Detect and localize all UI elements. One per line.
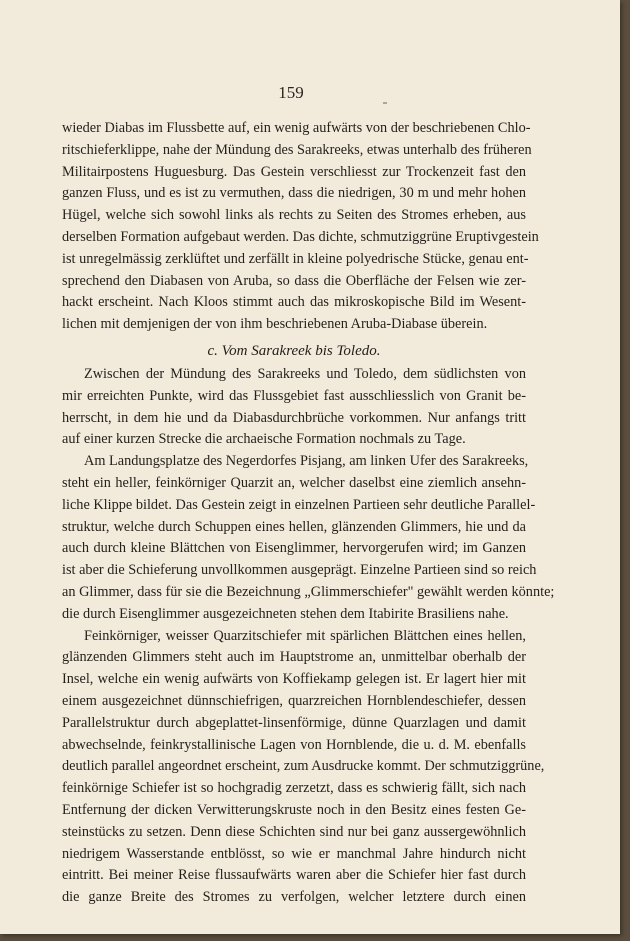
text-line: liche Klippe bildet. Das Gestein zeigt in einzelnen Partieen sehr deutliche Parallel-	[62, 496, 536, 513]
text-line: Feinkörniger, weisser Quarzitschiefer mit spärlichen Blättchen eines hellen,	[84, 627, 526, 644]
paragraph	[62, 626, 545, 909]
text-line: Zwischen der Mündung des Sarakreeks und Toledo, dem südlichsten von	[84, 365, 526, 382]
text-line: Insel, welche ein wenig aufwärts von Koffiekamp gelegen ist. Er lagert hier mit	[62, 671, 526, 688]
text-line: Am Landungsplatze des Negerdorfes Pisjang, am linken Ufer des Sarakreeks,	[84, 453, 529, 470]
paragraph	[62, 118, 539, 336]
text-line: abwechselnde, feinkrystallinische Lagen von Hornblende, die u. d. M. ebenfalls	[62, 736, 526, 753]
text-line: derselben Formation aufgebaut werden. Das dichte, schmutziggrüne Eruptivgestein	[62, 228, 539, 245]
body-text	[62, 118, 555, 909]
paragraph	[62, 451, 555, 625]
text-line: ist unregelmässig zerklüftet und zerfällt in kleine polyedrische Stücke, genau ent-	[62, 250, 529, 267]
text-line: eintritt. Bei meiner Reise flussaufwärts waren aber die Schiefer hier fast durch	[62, 867, 526, 884]
text-line: lichen mit demjenigen der von ihm beschriebenen Aruba-Diabase überein.	[62, 316, 488, 333]
text-line: deutlich parallel angeordnet erscheint, zum Ausdrucke kommt. Der schmutziggrüne,	[62, 758, 545, 775]
text-line: ritschieferklippe, nahe der Mündung des Sarakreeks, etwas unterhalb des früheren	[62, 141, 532, 158]
text-line: Parallelstruktur durch abgeplattet-linsenförmige, dünne Quarzlagen und damit	[62, 714, 526, 731]
page-number: 159	[278, 83, 304, 102]
text-line: Militairpostens Huguesburg. Das Gestein verschliesst zur Trockenzeit fast den	[62, 163, 526, 180]
text-line: auch durch kleine Blättchen von Eisenglimmer, hervorgerufen wird; im Ganzen	[62, 540, 526, 557]
paragraph	[62, 364, 526, 451]
text-line: niedrigem Wasserstande entblösst, so wie er manchmal Jahre hindurch nicht	[62, 845, 526, 862]
text-line: feinkörnige Schiefer ist so hochgradig zerzetzt, dass es schwierig fällt, sich nach	[62, 780, 526, 797]
text-line: wieder Diabas im Flussbette auf, ein wenig aufwärts von der beschriebenen Chlo-	[62, 120, 531, 136]
text-line: an Glimmer, dass für sie die Bezeichnung „Glimmerschiefer" gewählt werden könnte;	[62, 583, 555, 600]
text-line: Entfernung der dicken Verwitterungskruste noch in den Besitz eines festen Ge-	[62, 801, 526, 818]
text-line: Hügel, welche sich sowohl links als rechts zu Seiten des Stromes erheben, aus	[62, 207, 526, 224]
section-heading: c. Vom Sarakreek bis Toledo.	[207, 342, 381, 359]
text-line: einem ausgezeichnet dünnschiefrigen, quarzreichen Hornblendeschiefer, dessen	[62, 692, 526, 709]
text-line: hackt erscheint. Nach Kloos stimmt auch das mikroskopische Bild im Wesent-	[62, 294, 526, 311]
text-line: mir erreichten Punkte, wird das Flussgebiet fast ausschliesslich von Granit be-	[62, 387, 526, 404]
text-line: die ganze Breite des Stromes zu verfolgen, welcher letztere durch einen	[62, 889, 526, 906]
text-line: steinstücks zu setzen. Denn diese Schichten sind nur bei ganz aussergewöhnlich	[62, 823, 526, 840]
text-line: ganzen Fluss, und es ist zu vermuthen, dass die niedrigen, 30 m und mehr hohen	[62, 185, 526, 202]
text-line: glänzenden Glimmers steht auch im Hauptstrome an, unmittelbar oberhalb der	[62, 649, 526, 666]
text-line: herrscht, in dem hie und da Diabasdurchbrüche vorkommen. Nur anfangs tritt	[62, 409, 526, 426]
text-line: sprechend den Diabasen von Aruba, so dass die Oberfläche der Felsen wie zer-	[62, 272, 526, 289]
text-line: struktur, welche durch Schuppen eines hellen, glänzenden Glimmers, hie und da	[62, 518, 526, 535]
text-line: die durch Eisenglimmer ausgezeichneten stehen dem Itabirite Brasiliens nahe.	[62, 605, 509, 622]
text-line: auf einer kurzen Strecke die archaeische Formation nochmals zu Tage.	[62, 431, 466, 448]
text-line: ist aber die Schieferung unvollkommen ausgeprägt. Einzelne Partieen sind so reich	[62, 562, 537, 579]
text-line: steht ein heller, feinkörniger Quarzit an, welcher daselbst eine ziemlich ansehn-	[62, 474, 526, 491]
